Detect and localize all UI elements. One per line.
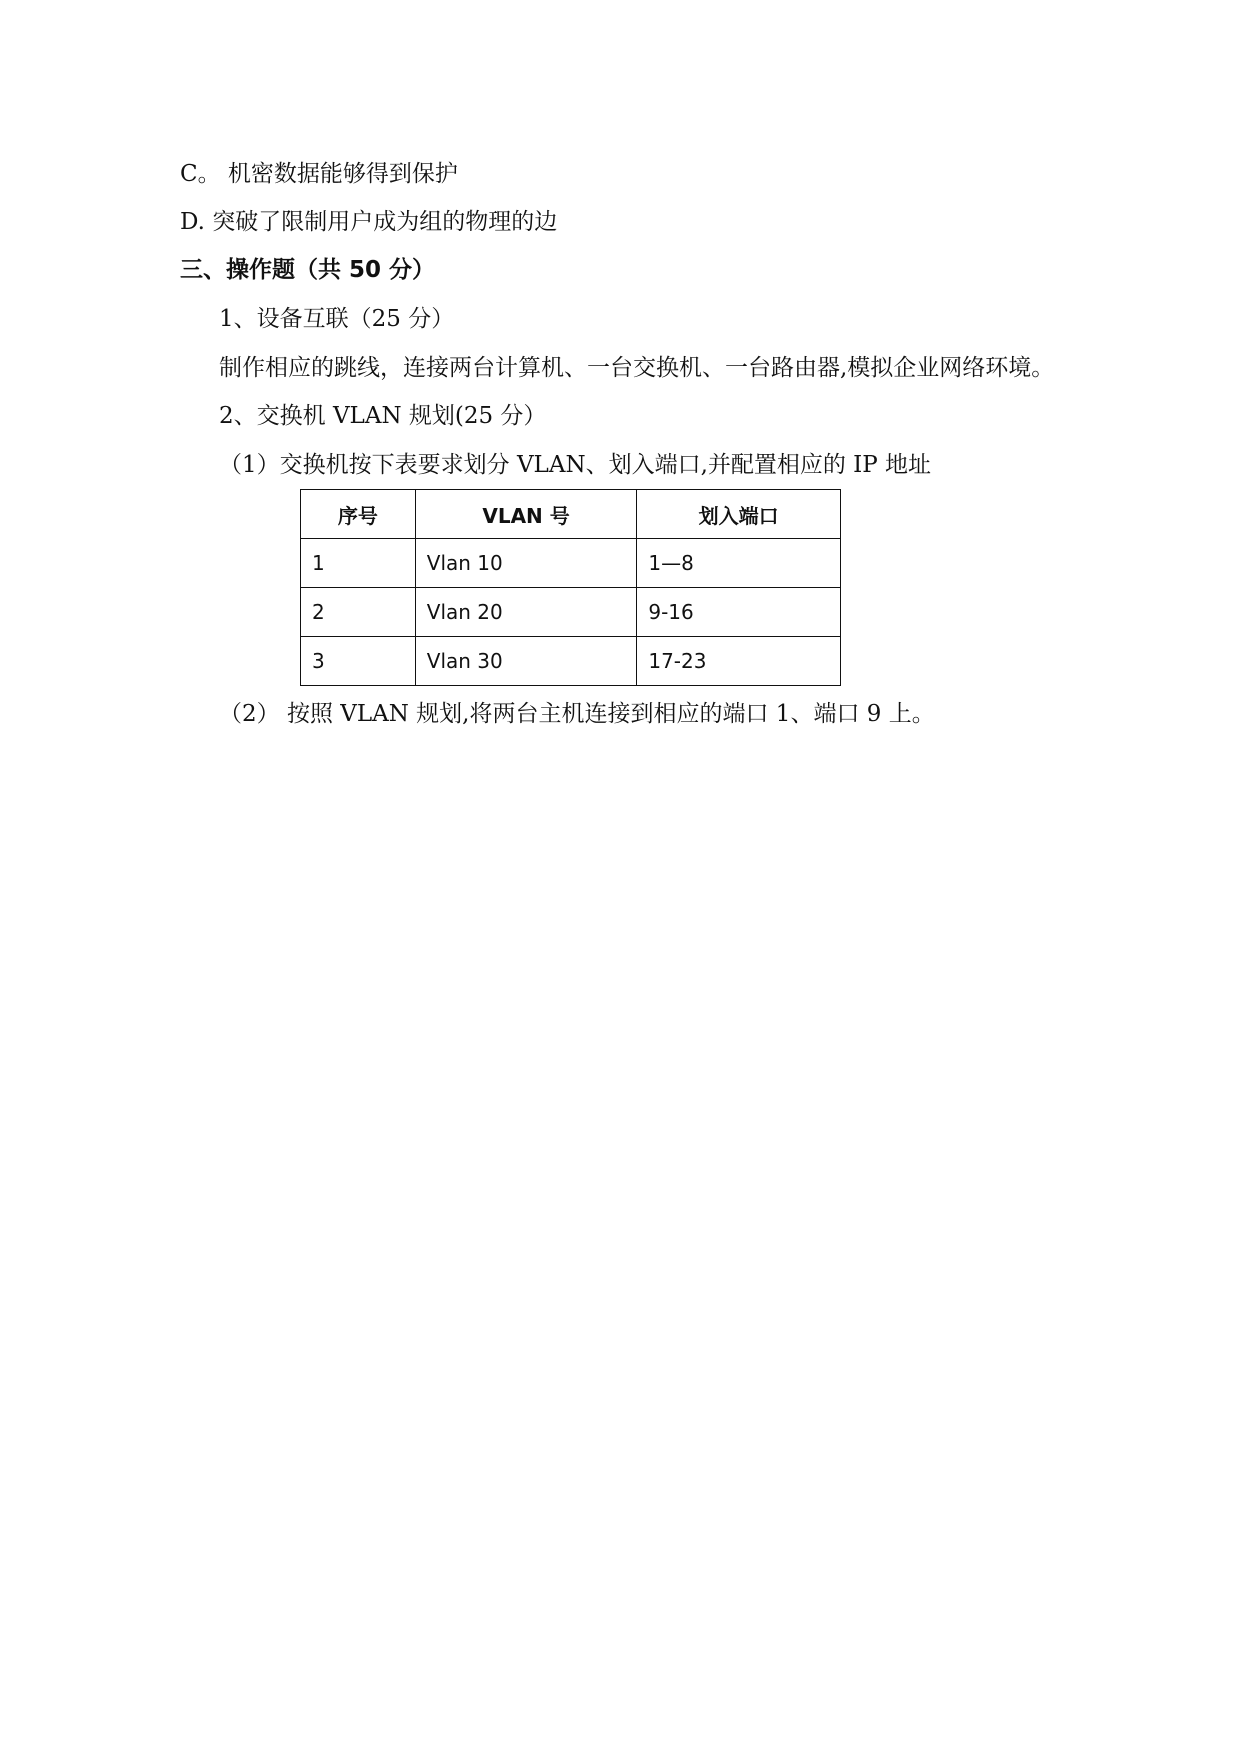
- cell-vlan: Vlan 20: [415, 588, 637, 637]
- cell-ports: 17-23: [637, 637, 841, 686]
- task1-description: 制作相应的跳线，连接两台计算机、一台交换机、一台路由器,模拟企业网络环境。: [219, 355, 1055, 381]
- cell-index: 2: [301, 588, 416, 637]
- section-heading: 三、操作题（共 50 分）: [180, 257, 436, 283]
- header-ports: 划入端口: [637, 490, 841, 539]
- task2-step2: （2） 按照 VLAN 规划,将两台主机连接到相应的端口 1、端口 9 上。: [219, 701, 935, 727]
- table-row: [301, 637, 841, 686]
- cell-index: 1: [301, 539, 416, 588]
- task1-title: 1、设备互联（25 分）: [219, 306, 455, 332]
- cell-vlan: Vlan 30: [415, 637, 637, 686]
- header-index: 序号: [301, 490, 416, 539]
- cell-index: 3: [301, 637, 416, 686]
- option-c-line: C。 机密数据能够得到保护: [180, 161, 458, 187]
- task2-step1: （1）交换机按下表要求划分 VLAN、划入端口,并配置相应的 IP 地址: [219, 452, 932, 478]
- task2-title: 2、交换机 VLAN 规划(25 分）: [219, 403, 547, 429]
- table-row: [301, 539, 841, 588]
- header-vlan: VLAN 号: [415, 490, 637, 539]
- vlan-table: [300, 489, 841, 686]
- table-row: [301, 588, 841, 637]
- option-d-line: D. 突破了限制用户成为组的物理的边: [180, 209, 558, 235]
- cell-ports: 1—8: [637, 539, 841, 588]
- cell-ports: 9-16: [637, 588, 841, 637]
- table-header-row: [301, 490, 841, 539]
- cell-vlan: Vlan 10: [415, 539, 637, 588]
